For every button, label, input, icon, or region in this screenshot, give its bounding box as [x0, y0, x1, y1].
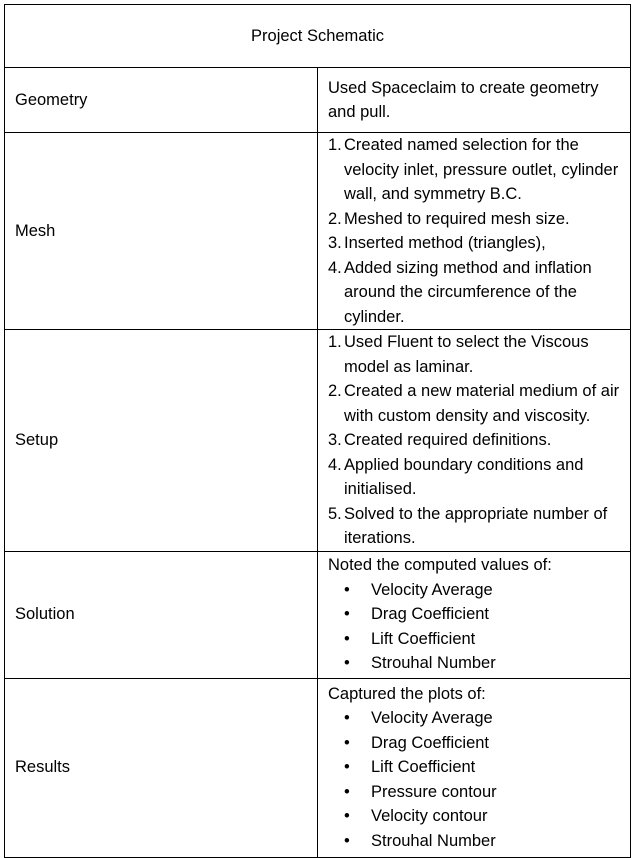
bullet-icon: •	[344, 831, 350, 850]
solution-bullets-list	[328, 578, 622, 676]
results-cell	[318, 678, 631, 857]
step-text: Meshed to required mesh size.	[344, 209, 570, 228]
bullet-text: Drag Coefficient	[371, 605, 490, 624]
list-item	[328, 731, 622, 756]
list-item	[328, 602, 622, 627]
results-intro: Captured the plots of:	[328, 684, 486, 703]
row-label-setup: Setup	[5, 330, 318, 552]
solution-intro: Noted the computed values of:	[328, 556, 552, 575]
step-text: Created named selection for the velocity inlet, pressure outlet, cylinder wall, and symmetry B.C.	[344, 136, 619, 203]
row-label-geometry: Geometry	[5, 68, 318, 133]
list-item	[328, 804, 622, 829]
list-item	[328, 207, 622, 232]
list-item	[328, 133, 622, 207]
bullet-text: Drag Coefficient	[371, 733, 490, 752]
step-text: Created required definitions.	[344, 431, 552, 449]
bullet-text: Strouhal Number	[371, 654, 496, 673]
step-number: 3.	[328, 234, 342, 252]
list-item	[328, 453, 622, 502]
step-number: 1.	[328, 136, 342, 154]
geometry-description: Used Spaceclaim to create geometry and pull.	[318, 68, 631, 133]
table-row-setup	[5, 330, 631, 552]
bullet-icon: •	[344, 654, 350, 673]
step-number: 2.	[328, 382, 342, 400]
list-item	[328, 706, 622, 731]
setup-steps-list	[328, 330, 622, 551]
step-number: 2.	[328, 209, 342, 228]
step-number: 3.	[328, 431, 342, 449]
step-text: Solved to the appropriate number of iterations.	[344, 504, 608, 547]
bullet-icon: •	[344, 807, 350, 826]
step-number: 4.	[328, 258, 342, 277]
row-label-mesh: Mesh	[5, 133, 318, 330]
step-number: 5.	[328, 504, 342, 523]
results-bullets-list	[328, 706, 622, 853]
table-row-results	[5, 678, 631, 857]
step-number: 1.	[328, 333, 342, 351]
row-label-results: Results	[5, 678, 318, 857]
step-text: Inserted method (triangles),	[344, 234, 546, 252]
bullet-text: Lift Coefficient	[371, 758, 476, 777]
title-row	[5, 5, 631, 68]
table-row-geometry	[5, 68, 631, 133]
table-row-mesh	[5, 133, 631, 330]
list-item	[328, 829, 622, 854]
solution-cell	[318, 551, 631, 678]
setup-steps-cell	[318, 330, 631, 552]
list-item	[328, 578, 622, 603]
bullet-text: Pressure contour	[371, 782, 497, 801]
bullet-icon: •	[344, 580, 350, 599]
list-item	[328, 379, 622, 428]
step-number: 4.	[328, 455, 342, 474]
bullet-text: Velocity Average	[371, 580, 493, 599]
list-item	[328, 651, 622, 676]
list-item	[328, 627, 622, 652]
list-item	[328, 780, 622, 805]
project-schematic-table	[4, 4, 631, 858]
list-item	[328, 231, 622, 256]
row-label-solution: Solution	[5, 551, 318, 678]
step-text: Added sizing method and inflation around the circumference of the cylinder.	[344, 258, 592, 326]
mesh-steps-list	[328, 133, 622, 329]
bullet-icon: •	[344, 758, 350, 777]
bullet-text: Velocity contour	[371, 807, 488, 826]
bullet-icon: •	[344, 605, 350, 624]
step-text: Used Fluent to select the Viscous model as laminar.	[344, 333, 589, 376]
bullet-icon: •	[344, 629, 350, 648]
list-item	[328, 330, 622, 379]
list-item	[328, 755, 622, 780]
list-item	[328, 428, 622, 453]
bullet-icon: •	[344, 782, 350, 801]
mesh-steps-cell	[318, 133, 631, 330]
table-title: Project Schematic	[5, 5, 631, 68]
list-item	[328, 502, 622, 551]
table-row-solution	[5, 551, 631, 678]
bullet-icon: •	[344, 709, 350, 728]
bullet-text: Velocity Average	[371, 709, 493, 728]
step-text: Applied boundary conditions and initialised.	[344, 455, 584, 498]
bullet-text: Lift Coefficient	[371, 629, 476, 648]
bullet-icon: •	[344, 733, 350, 752]
bullet-text: Strouhal Number	[371, 831, 496, 850]
step-text: Created a new material medium of air with custom density and viscosity.	[344, 382, 620, 425]
list-item	[328, 256, 622, 330]
